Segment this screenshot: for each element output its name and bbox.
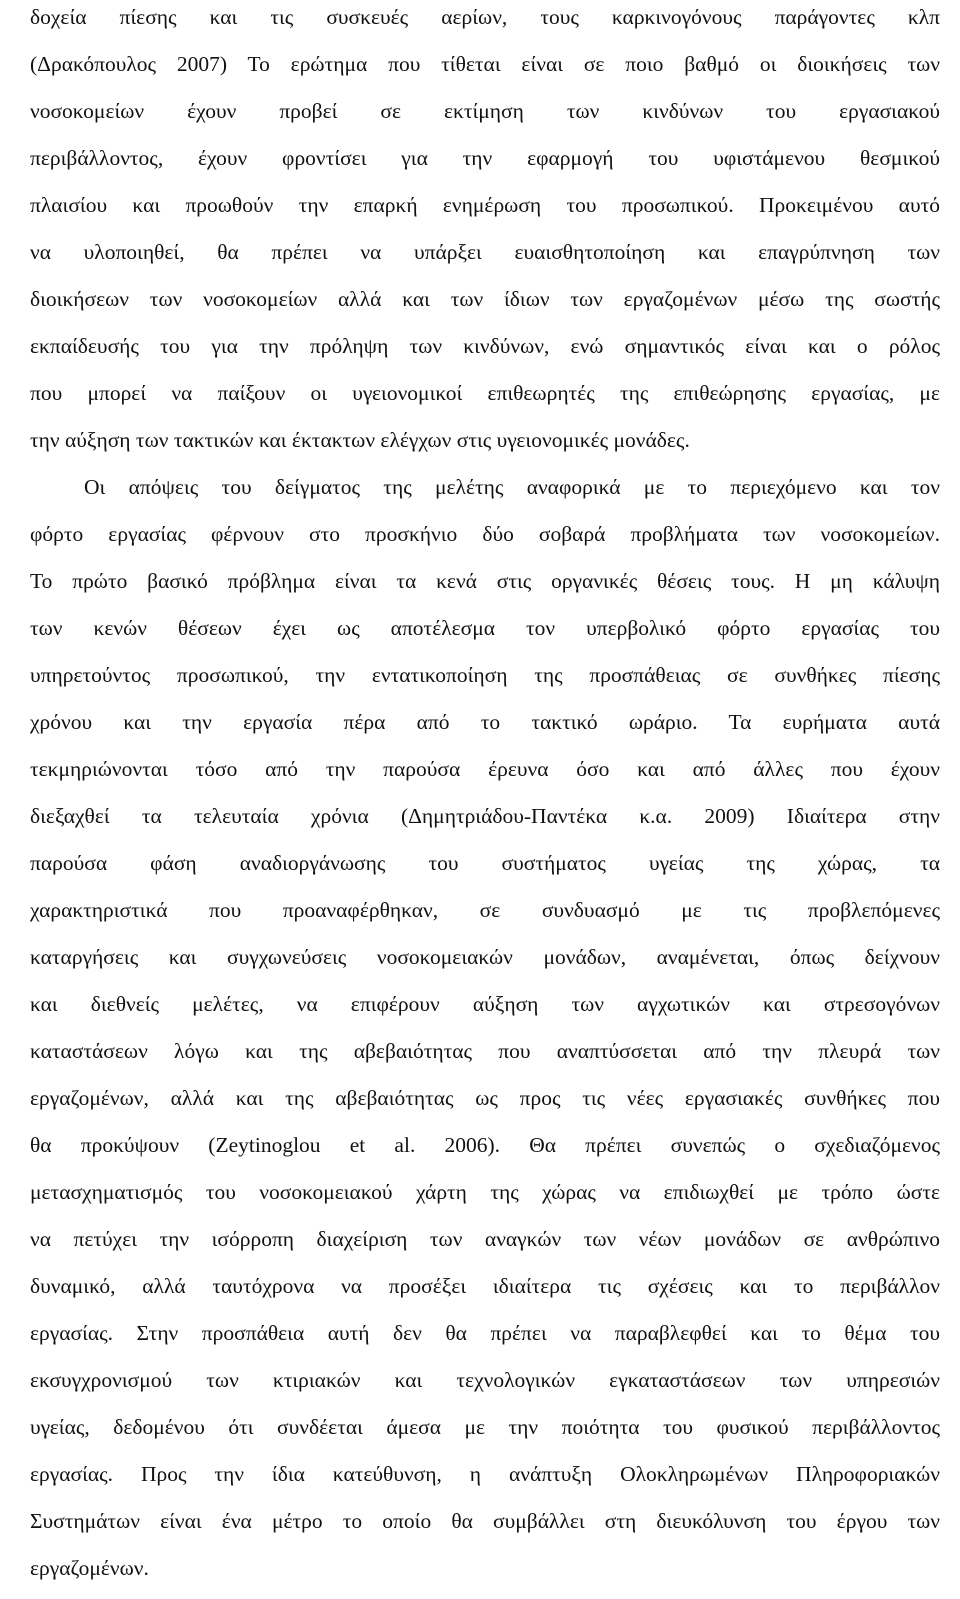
text-line-6: να υλοποιηθεί, θα πρέπει να υπάρξει ευαισθητοποίηση και επαγρύπνηση των [30,240,940,264]
text-line-26: μετασχηματισμός του νοσοκομειακού χάρτη της χώρας να επιδιωχθεί με τρόπο ώστε [30,1180,940,1204]
paragraph-2-first-line: Οι απόψεις του δείγματος της μελέτης αναφορικά με το περιεχόμενο και τον [84,475,940,499]
text-line-13: Το πρώτο βασικό πρόβλημα είναι τα κενά στις οργανικές θέσεις τους. Η μη κάλυψη [30,569,940,593]
text-line-14: των κενών θέσεων έχει ως αποτέλεσμα τον υπερβολικό φόρτο εργασίας του [30,616,940,640]
text-line-33: Συστημάτων είναι ένα μέτρο το οποίο θα συμβάλλει στη διευκόλυνση του έργου των [30,1509,940,1533]
text-line-8: εκπαίδευσής του για την πρόληψη των κινδύνων, ενώ σημαντικός είναι και ο ρόλος [30,334,940,358]
text-line-28: δυναμικό, αλλά ταυτόχρονα να προσέξει ιδιαίτερα τις σχέσεις και το περιβάλλον [30,1274,940,1298]
text-line-31: υγείας, δεδομένου ότι συνδέεται άμεσα με την ποιότητα του φυσικού περιβάλλοντος [30,1415,940,1439]
text-line-3: νοσοκομείων έχουν προβεί σε εκτίμηση των κινδύνων του εργασιακού [30,99,940,123]
text-line-4: περιβάλλοντος, έχουν φροντίσει για την εφαρμογή του υφιστάμενου θεσμικού [30,146,940,170]
text-line-20: χαρακτηριστικά που προαναφέρθηκαν, σε συνδυασμό με τις προβλεπόμενες [30,898,940,922]
text-line-1: δοχεία πίεσης και τις συσκευές αερίων, τους καρκινογόνους παράγοντες κλπ [30,5,940,29]
text-line-7: διοικήσεων των νοσοκομείων αλλά και των ίδιων των εργαζομένων μέσω της σωστής [30,287,940,311]
text-line-17: τεκμηριώνονται τόσο από την παρούσα έρευνα όσο και από άλλες που έχουν [30,757,940,781]
text-line-21: καταργήσεις και συγχωνεύσεις νοσοκομειακών μονάδων, αναμένεται, όπως δείχνουν [30,945,940,969]
text-line-24: εργαζομένων, αλλά και της αβεβαιότητας ως προς τις νέες εργασιακές συνθήκες που [30,1086,940,1110]
text-line-25: θα προκύψουν (Zeytinoglou et al. 2006). Θα πρέπει συνεπώς ο σχεδιαζόμενος [30,1133,940,1157]
text-line-30: εκσυγχρονισμού των κτιριακών και τεχνολογικών εγκαταστάσεων των υπηρεσιών [30,1368,940,1392]
text-line-12: φόρτο εργασίας φέρνουν στο προσκήνιο δύο σοβαρά προβλήματα των νοσοκομείων. [30,522,940,546]
text-line-32: εργασίας. Προς την ίδια κατεύθυνση, η ανάπτυξη Ολοκληρωμένων Πληροφοριακών [30,1462,940,1486]
text-line-2: (Δρακόπουλος 2007) Το ερώτημα που τίθεται είναι σε ποιο βαθμό οι διοικήσεις των [30,52,940,76]
text-line-22: και διεθνείς μελέτες, να επιφέρουν αύξηση των αγχωτικών και στρεσογόνων [30,992,940,1016]
text-line-16: χρόνου και την εργασία πέρα από το τακτικό ωράριο. Τα ευρήματα αυτά [30,710,940,734]
text-line-10: την αύξηση των τακτικών και έκτακτων ελέγχων στις υγειονομικές μονάδες. [30,428,690,452]
text-line-15: υπηρετούντος προσωπικού, την εντατικοποίηση της προσπάθειας σε συνθήκες πίεσης [30,663,940,687]
text-line-5: πλαισίου και προωθούν την επαρκή ενημέρωση του προσωπικού. Προκειμένου αυτό [30,193,940,217]
text-line-18: διεξαχθεί τα τελευταία χρόνια (Δημητριάδου-Παντέκα κ.α. 2009) Ιδιαίτερα στην [30,804,940,828]
text-line-27: να πετύχει την ισόρροπη διαχείριση των αναγκών των νέων μονάδων σε ανθρώπινο [30,1227,940,1251]
text-line-29: εργασίας. Στην προσπάθεια αυτή δεν θα πρέπει να παραβλεφθεί και το θέμα του [30,1321,940,1345]
text-line-19: παρούσα φάση αναδιοργάνωσης του συστήματος υγείας της χώρας, τα [30,851,940,875]
text-line-9: που μπορεί να παίξουν οι υγειονομικοί επιθεωρητές της επιθεώρησης εργασίας, με [30,381,940,405]
text-line-34: εργαζομένων. [30,1556,149,1580]
text-line-23: καταστάσεων λόγω και της αβεβαιότητας που αναπτύσσεται από την πλευρά των [30,1039,940,1063]
